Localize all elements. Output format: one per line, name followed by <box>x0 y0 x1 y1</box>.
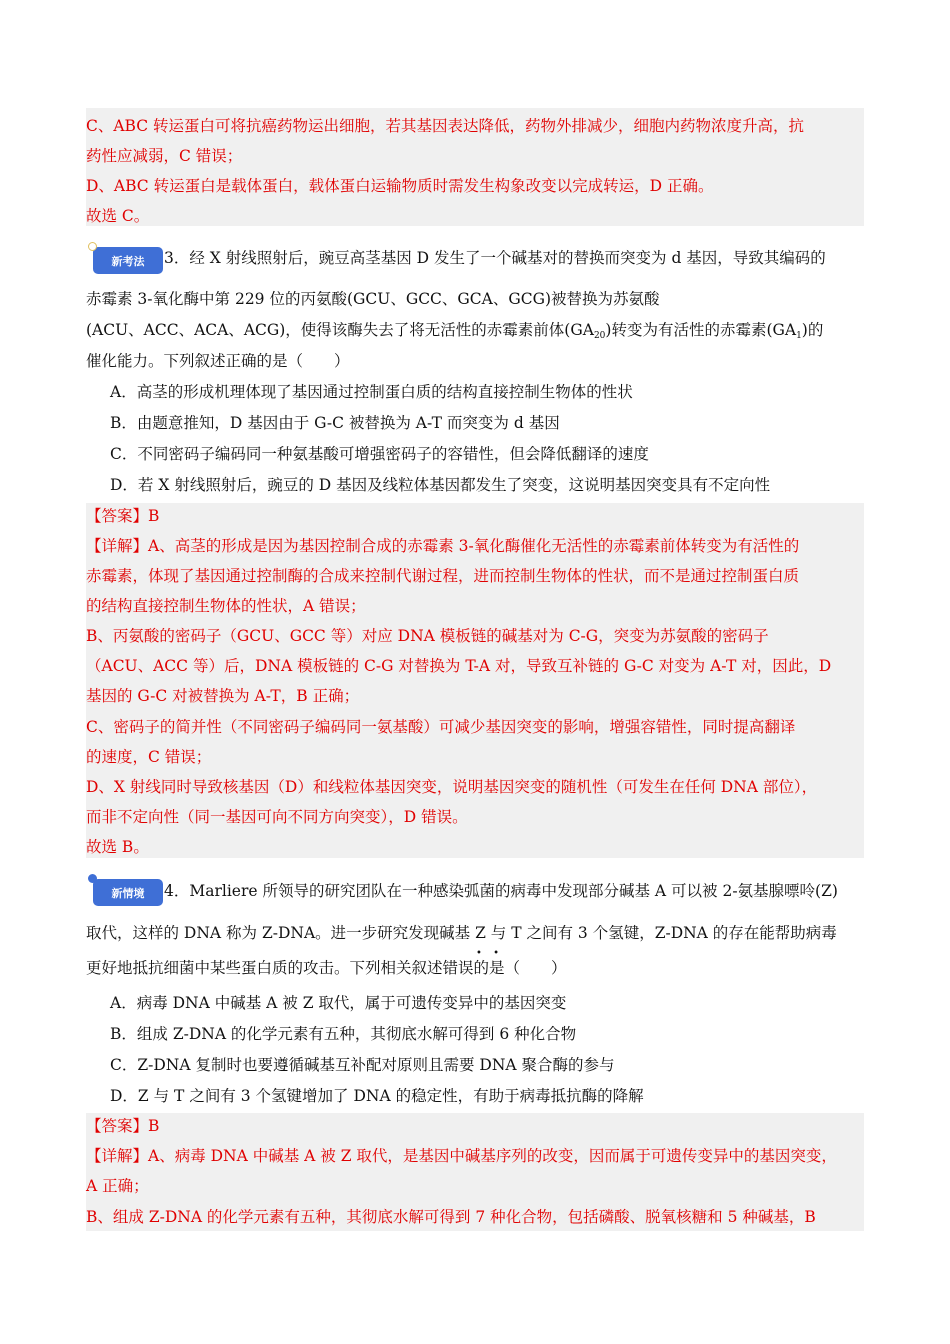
question3-stem-line: 赤霉素 3-氧化酶中第 229 位的丙氨酸(GCU、GCC、GCA、GCG)被替换为苏氨酸 <box>86 290 660 308</box>
explanation-line: D、ABC 转运蛋白是载体蛋白，载体蛋白运输物质时需发生构象改变以完成转运，D 正确。 <box>86 177 714 195</box>
explanation-line: 的结构直接控制生物体的性状，A 错误； <box>86 597 366 615</box>
explanation-line: C、ABC 转运蛋白可将抗癌药物运出细胞，若其基因表达降低，药物外排减少，细胞内药物浓度升高，抗 <box>86 117 805 135</box>
question4-option-c[interactable]: C．Z-DNA 复制时也要遵循碱基互补配对原则且需要 DNA 聚合酶的参与 <box>110 1056 615 1074</box>
explanation-line: （ACU、ACC 等）后，DNA 模板链的 C-G 对替换为 T-A 对，导致互补链的 G-C 对变为 A-T 对，因此，D <box>86 657 832 675</box>
explanation-line: 基因的 G-C 对被替换为 A-T，B 正确； <box>86 687 360 705</box>
explanation-line: 故选 C。 <box>86 207 150 225</box>
badge-label: 新考法 <box>111 254 145 268</box>
badge-dot-icon <box>88 242 97 251</box>
explanation-line: C、密码子的简并性（不同密码子编码同一氨基酸）可减少基因突变的影响，增强容错性，同时提高翻译 <box>86 718 796 736</box>
question4-stem-line: 4．Marliere 所领导的研究团队在一种感染弧菌的病毒中发现部分碱基 A 可以被 2-氨基腺嘌呤(Z) <box>164 882 838 900</box>
question4-option-a[interactable]: A．病毒 DNA 中碱基 A 被 Z 取代，属于可遗传变异中的基因突变 <box>110 994 567 1012</box>
question3-answer-block <box>86 503 864 858</box>
explanation-line: 赤霉素，体现了基因通过控制酶的合成来控制代谢过程，进而控制生物体的性状，而不是通过控制蛋白质 <box>86 567 800 585</box>
prev-explanation-block <box>86 108 864 226</box>
new-method-badge <box>93 247 163 274</box>
question3-option-a[interactable]: A．高茎的形成机理体现了基因通过控制蛋白质的结构直接控制生物体的性状 <box>110 383 633 401</box>
question3-stem-line: 3．经 X 射线照射后，豌豆高茎基因 D 发生了一个碱基对的替换而突变为 d 基因，导致其编码的 <box>164 249 826 267</box>
badge-label: 新情境 <box>111 886 145 900</box>
explanation-line: 【详解】A、高茎的形成是因为基因控制合成的赤霉素 3-氧化酶催化无活性的赤霉素前体转变为有活性的 <box>86 537 800 555</box>
question3-stem-line: 催化能力。下列叙述正确的是（ ） <box>86 352 350 370</box>
explanation-line: A 正确； <box>86 1177 149 1195</box>
explanation-line: D、X 射线同时导致核基因（D）和线粒体基因突变，说明基因突变的随机性（可发生在任何 DNA 部位）， <box>86 778 818 796</box>
question4-option-b[interactable]: B．组成 Z-DNA 的化学元素有五种，其彻底水解可得到 6 种化合物 <box>110 1025 577 1043</box>
new-context-badge <box>93 879 163 906</box>
explanation-line: 而非不定向性（同一基因可向不同方向突变），D 错误。 <box>86 808 468 826</box>
explanation-line: B、组成 Z-DNA 的化学元素有五种，其彻底水解可得到 7 种化合物，包括磷酸、脱氧核糖和 5 种碱基，B <box>86 1208 816 1226</box>
question4-stem-line: 取代，这样的 DNA 称为 Z-DNA。进一步研究发现碱基 Z 与 T 之间有 3 个氢键，Z-DNA 的存在能帮助病毒 <box>86 924 837 942</box>
question3-option-d[interactable]: D．若 X 射线照射后，豌豆的 D 基因及线粒体基因都发生了突变，这说明基因突变具有不定向性 <box>110 476 771 494</box>
badge-dot-icon <box>88 874 97 883</box>
question3-option-c[interactable]: C．不同密码子编码同一种氨基酸可增强密码子的容错性，但会降低翻译的速度 <box>110 445 649 463</box>
answer-label: 【答案】B <box>86 507 160 525</box>
explanation-line: 的速度，C 错误； <box>86 748 212 766</box>
answer-label: 【答案】B <box>86 1117 160 1135</box>
explanation-line: 药性应减弱，C 错误； <box>86 147 243 165</box>
question4-option-d[interactable]: D．Z 与 T 之间有 3 个氢键增加了 DNA 的稳定性，有助于病毒抵抗酶的降解 <box>110 1087 644 1105</box>
question3-stem-line: (ACU、ACC、ACA、ACG)，使得该酶失去了将无活性的赤霉素前体$(GA_{20})$转变为有活性的赤霉素$(GA_1)$的 <box>86 321 824 341</box>
question4-answer-block <box>86 1113 864 1231</box>
explanation-line: B、丙氨酸的密码子（GCU、GCC 等）对应 DNA 模板链的碱基对为 C-G，突变为苏氨酸的密码子 <box>86 627 769 645</box>
question3-option-b[interactable]: B．由题意推知，D 基因由于 G-C 被替换为 A-T 而突变为 d 基因 <box>110 414 560 432</box>
explanation-line: 故选 B。 <box>86 838 149 856</box>
emphasis-dots: • • <box>476 948 503 959</box>
explanation-line: 【详解】A、病毒 DNA 中碱基 A 被 Z 取代，是基因中碱基序列的改变，因而属于可遗传变异中的基因突变， <box>86 1147 837 1165</box>
question4-stem-line: 更好地抵抗细菌中某些蛋白质的攻击。下列相关叙述错误的是（ ） <box>86 959 567 977</box>
